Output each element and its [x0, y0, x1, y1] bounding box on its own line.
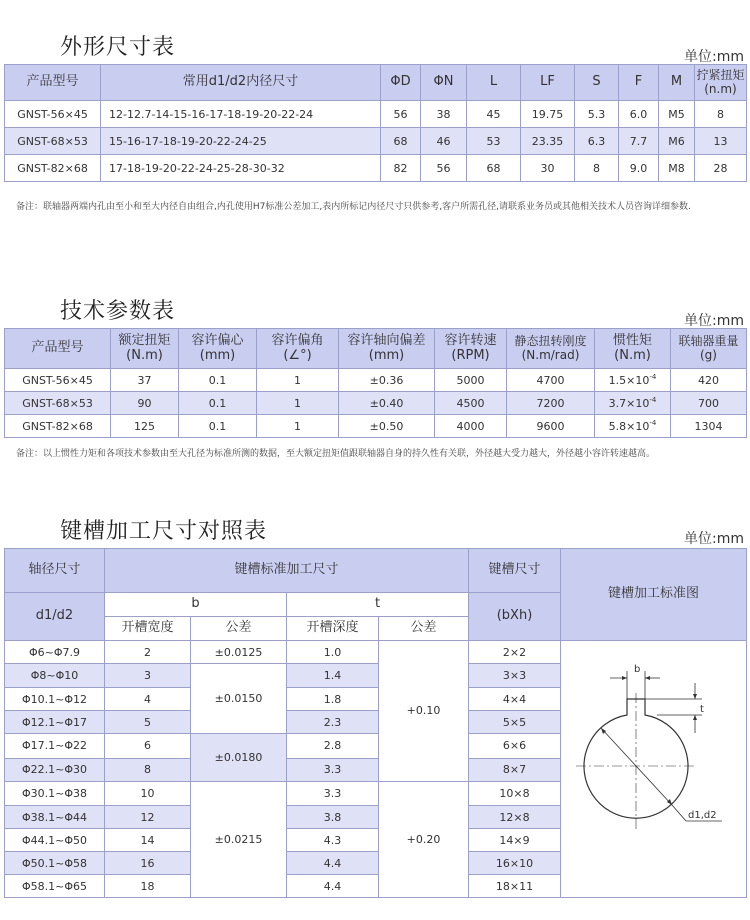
- header-line1: 惯性矩: [612, 332, 652, 348]
- unit-label: 单位:mm: [684, 531, 744, 547]
- cell-bxh: 4×4: [469, 688, 561, 711]
- cell-bxh: 2×2: [469, 641, 561, 664]
- cell-axial: ±0.36: [339, 369, 435, 392]
- cell-bore: 12-12.7-14-15-16-17-18-19-20-22-24: [101, 101, 381, 128]
- cell-torque: 8: [695, 101, 747, 128]
- cell-l: 68: [467, 155, 521, 182]
- cell-lf: 30: [521, 155, 575, 182]
- cell-inertia: [595, 369, 671, 392]
- cell-depth: 1.8: [287, 688, 379, 711]
- cell-shaft: Φ50.1~Φ58: [5, 852, 105, 875]
- header-line2: (N.m): [126, 347, 163, 363]
- cell-bxh: 18×11: [469, 875, 561, 898]
- dimensions-table: [4, 64, 747, 182]
- header-bore: 常用d1/d2内径尺寸: [101, 65, 381, 101]
- header-diagram: 键槽加工标准图: [561, 549, 747, 641]
- cell-s: 6.3: [575, 128, 619, 155]
- header-tol-t: 公差: [379, 617, 469, 641]
- cell-s: 8: [575, 155, 619, 182]
- cell-rpm: 5000: [435, 369, 507, 392]
- cell-on: 56: [421, 155, 467, 182]
- header-f: F: [619, 65, 659, 101]
- cell-shaft: Φ58.1~Φ65: [5, 875, 105, 898]
- cell-ecc: 0.1: [179, 369, 257, 392]
- inertia-exponent: -4: [649, 419, 657, 427]
- b-arrowhead-left: [622, 676, 627, 680]
- cell-torque: 125: [111, 415, 179, 438]
- cell-rpm: 4500: [435, 392, 507, 415]
- header-torque-line1: 拧紧扭矩: [696, 67, 745, 82]
- inertia-exponent: -4: [649, 396, 657, 404]
- cell-angle: 1: [257, 392, 339, 415]
- header-depth: 开槽深度: [287, 617, 379, 641]
- keyway-table: [4, 548, 747, 898]
- t-arrowhead-bottom: [693, 715, 697, 720]
- cell-l: 45: [467, 101, 521, 128]
- header-line1: 额定扭矩: [118, 332, 171, 348]
- cell-width: 2: [105, 641, 191, 664]
- header-line1: 容许轴向偏差: [347, 332, 426, 348]
- cell-tol-b: ±0.0125: [191, 641, 287, 664]
- diameter-line: [601, 728, 672, 805]
- cell-bore: 15-16-17-18-19-20-22-24-25: [101, 128, 381, 155]
- inertia-mantissa: 3.7×10: [608, 397, 650, 410]
- header-b: b: [105, 593, 287, 617]
- cell-stiffness: 7200: [507, 392, 595, 415]
- t-arrowhead-top: [693, 694, 697, 699]
- keyway-diagram: [562, 641, 746, 894]
- cell-angle: 1: [257, 369, 339, 392]
- diameter-leader: [672, 805, 686, 821]
- cell-l: 53: [467, 128, 521, 155]
- table-row: [5, 101, 747, 128]
- table-header-row: [5, 329, 747, 369]
- table-row: [5, 641, 747, 664]
- cell-shaft: Φ30.1~Φ38: [5, 781, 105, 805]
- cell-od: 82: [381, 155, 421, 182]
- cell-bxh: 10×8: [469, 781, 561, 805]
- header-d1d2: d1/d2: [5, 593, 105, 641]
- header-on: ΦN: [421, 65, 467, 101]
- cell-tol-b: ±0.0150: [191, 664, 287, 734]
- header-t: t: [287, 593, 469, 617]
- cell-width: 3: [105, 664, 191, 688]
- cell-bxh: 16×10: [469, 852, 561, 875]
- cell-axial: ±0.40: [339, 392, 435, 415]
- cell-model: GNST-56×45: [5, 101, 101, 128]
- header-rpm: [435, 329, 507, 369]
- cell-tol-b: ±0.0180: [191, 734, 287, 781]
- cell-model: GNST-82×68: [5, 155, 101, 182]
- cell-width: 8: [105, 758, 191, 781]
- header-torque: [695, 65, 747, 101]
- cell-shaft: Φ10.1~Φ12: [5, 688, 105, 711]
- header-angle: [257, 329, 339, 369]
- cell-torque: 28: [695, 155, 747, 182]
- unit-label: 单位:mm: [684, 49, 744, 65]
- cell-tol-t: +0.20: [379, 781, 469, 897]
- cell-lf: 23.35: [521, 128, 575, 155]
- label-d1d2: d1,d2: [687, 810, 717, 821]
- table-row: [5, 128, 747, 155]
- cell-depth: 3.3: [287, 758, 379, 781]
- header-inertia: [595, 329, 671, 369]
- cell-bore: 17-18-19-20-22-24-25-28-30-32: [101, 155, 381, 182]
- cell-depth: 3.3: [287, 781, 379, 805]
- cell-depth: 1.4: [287, 664, 379, 688]
- b-arrowhead-right: [645, 676, 650, 680]
- cell-m: M5: [659, 101, 695, 128]
- cell-tol-b: ±0.0215: [191, 781, 287, 897]
- header-line2: (RPM): [451, 347, 490, 363]
- cell-depth: 2.8: [287, 734, 379, 758]
- header-line2: (mm): [199, 347, 236, 363]
- header-axial: [339, 329, 435, 369]
- table-header-row: [5, 549, 747, 593]
- cell-bxh: 3×3: [469, 664, 561, 688]
- cell-shaft: Φ12.1~Φ17: [5, 711, 105, 734]
- header-bxh: (bXh): [469, 593, 561, 641]
- cell-model: GNST-82×68: [5, 415, 111, 438]
- section-title-tech-params: 技术参数表: [60, 299, 176, 324]
- cell-bxh: 5×5: [469, 711, 561, 734]
- cell-on: 46: [421, 128, 467, 155]
- cell-m: M8: [659, 155, 695, 182]
- cell-weight: 420: [671, 369, 747, 392]
- cell-inertia: [595, 392, 671, 415]
- cell-tol-t: +0.10: [379, 641, 469, 782]
- header-torque-line2: (n.m): [704, 81, 737, 96]
- header-rated-torque: [111, 329, 179, 369]
- cell-width: 16: [105, 852, 191, 875]
- header-weight: [671, 329, 747, 369]
- cell-width: 14: [105, 829, 191, 852]
- cell-s: 5.3: [575, 101, 619, 128]
- cell-f: 7.7: [619, 128, 659, 155]
- header-line1: 联轴器重量: [678, 333, 739, 348]
- cell-inertia: [595, 415, 671, 438]
- cell-od: 68: [381, 128, 421, 155]
- cell-f: 6.0: [619, 101, 659, 128]
- table-row: [5, 155, 747, 182]
- header-line1: 容许偏心: [191, 332, 244, 348]
- unit-label: 单位:mm: [684, 313, 744, 329]
- header-line1: 容许转速: [444, 332, 497, 348]
- cell-width: 12: [105, 806, 191, 829]
- header-width: 开槽宽度: [105, 617, 191, 641]
- cell-depth: 1.0: [287, 641, 379, 664]
- cell-shaft: Φ6~Φ7.9: [5, 641, 105, 664]
- header-stiffness: [507, 329, 595, 369]
- cell-shaft: Φ22.1~Φ30: [5, 758, 105, 781]
- header-m: M: [659, 65, 695, 101]
- header-lf: LF: [521, 65, 575, 101]
- cell-bxh: 6×6: [469, 734, 561, 758]
- cell-depth: 4.4: [287, 852, 379, 875]
- cell-width: 10: [105, 781, 191, 805]
- cell-depth: 4.3: [287, 829, 379, 852]
- cell-model: GNST-56×45: [5, 369, 111, 392]
- cell-m: M6: [659, 128, 695, 155]
- cell-model: GNST-68×53: [5, 392, 111, 415]
- header-model: 产品型号: [5, 65, 101, 101]
- dimensions-note: 备注：联轴器两端内孔由至小和至大内径自由组合,内孔使用H7标准公差加工,表内所标记内径尺寸只供参考,客户所需孔径,请联系业务员或其他相关技术人员咨询详细参数.: [16, 202, 691, 212]
- header-line2: (mm): [368, 347, 405, 363]
- cell-torque: 90: [111, 392, 179, 415]
- section-title-keyway: 键槽加工尺寸对照表: [60, 519, 268, 544]
- inertia-mantissa: 5.8×10: [608, 420, 650, 433]
- cell-torque: 13: [695, 128, 747, 155]
- header-line2: (N.m): [614, 347, 651, 363]
- cell-depth: 4.4: [287, 875, 379, 898]
- cell-on: 38: [421, 101, 467, 128]
- cell-depth: 2.3: [287, 711, 379, 734]
- header-shaft-size: 轴径尺寸: [5, 549, 105, 593]
- header-line2: (g): [700, 347, 717, 362]
- header-keyway-std: 键槽标准加工尺寸: [105, 549, 469, 593]
- cell-weight: 1304: [671, 415, 747, 438]
- tech-params-table: [4, 328, 747, 438]
- cell-bxh: 8×7: [469, 758, 561, 781]
- cell-od: 56: [381, 101, 421, 128]
- cell-axial: ±0.50: [339, 415, 435, 438]
- header-line1: 静态扭转刚度: [514, 333, 587, 348]
- header-model: [5, 329, 111, 369]
- table-row: [5, 392, 747, 415]
- cell-depth: 3.8: [287, 806, 379, 829]
- section-title-dimensions: 外形尺寸表: [60, 35, 176, 60]
- header-l: L: [467, 65, 521, 101]
- table-row: [5, 415, 747, 438]
- cell-bxh: 12×8: [469, 806, 561, 829]
- cell-lf: 19.75: [521, 101, 575, 128]
- cell-bxh: 14×9: [469, 829, 561, 852]
- header-eccentricity: [179, 329, 257, 369]
- header-keyway-size: 键槽尺寸: [469, 549, 561, 593]
- cell-ecc: 0.1: [179, 415, 257, 438]
- keyway-diagram-cell: [561, 641, 747, 898]
- tech-params-note: 备注：以上惯性力矩和各项技术参数由至大孔径为标准所测的数据，至大额定扭矩值跟联轴器自身的持久性有关联，外径越大受力越大，外径越小容许转速越高。: [16, 449, 656, 459]
- cell-shaft: Φ17.1~Φ22: [5, 734, 105, 758]
- cell-ecc: 0.1: [179, 392, 257, 415]
- cell-width: 4: [105, 688, 191, 711]
- cell-shaft: Φ8~Φ10: [5, 664, 105, 688]
- label-t: t: [699, 704, 704, 715]
- inertia-exponent: -4: [649, 373, 657, 381]
- header-model-label: 产品型号: [31, 340, 84, 356]
- cell-shaft: Φ44.1~Φ50: [5, 829, 105, 852]
- header-od: ΦD: [381, 65, 421, 101]
- header-line2: (N.m/rad): [521, 347, 580, 362]
- cell-torque: 37: [111, 369, 179, 392]
- cell-stiffness: 9600: [507, 415, 595, 438]
- header-line1: 容许偏角: [271, 332, 324, 348]
- inertia-mantissa: 1.5×10: [608, 374, 650, 387]
- cell-rpm: 4000: [435, 415, 507, 438]
- cell-width: 6: [105, 734, 191, 758]
- cell-width: 18: [105, 875, 191, 898]
- cell-width: 5: [105, 711, 191, 734]
- cell-weight: 700: [671, 392, 747, 415]
- table-row: [5, 369, 747, 392]
- cell-model: GNST-68×53: [5, 128, 101, 155]
- cell-stiffness: 4700: [507, 369, 595, 392]
- cell-f: 9.0: [619, 155, 659, 182]
- cell-angle: 1: [257, 415, 339, 438]
- cell-shaft: Φ38.1~Φ44: [5, 806, 105, 829]
- header-s: S: [575, 65, 619, 101]
- header-line2: (∠°): [283, 347, 312, 363]
- table-header-row: [5, 65, 747, 101]
- header-tol-b: 公差: [191, 617, 287, 641]
- label-b: b: [633, 664, 640, 675]
